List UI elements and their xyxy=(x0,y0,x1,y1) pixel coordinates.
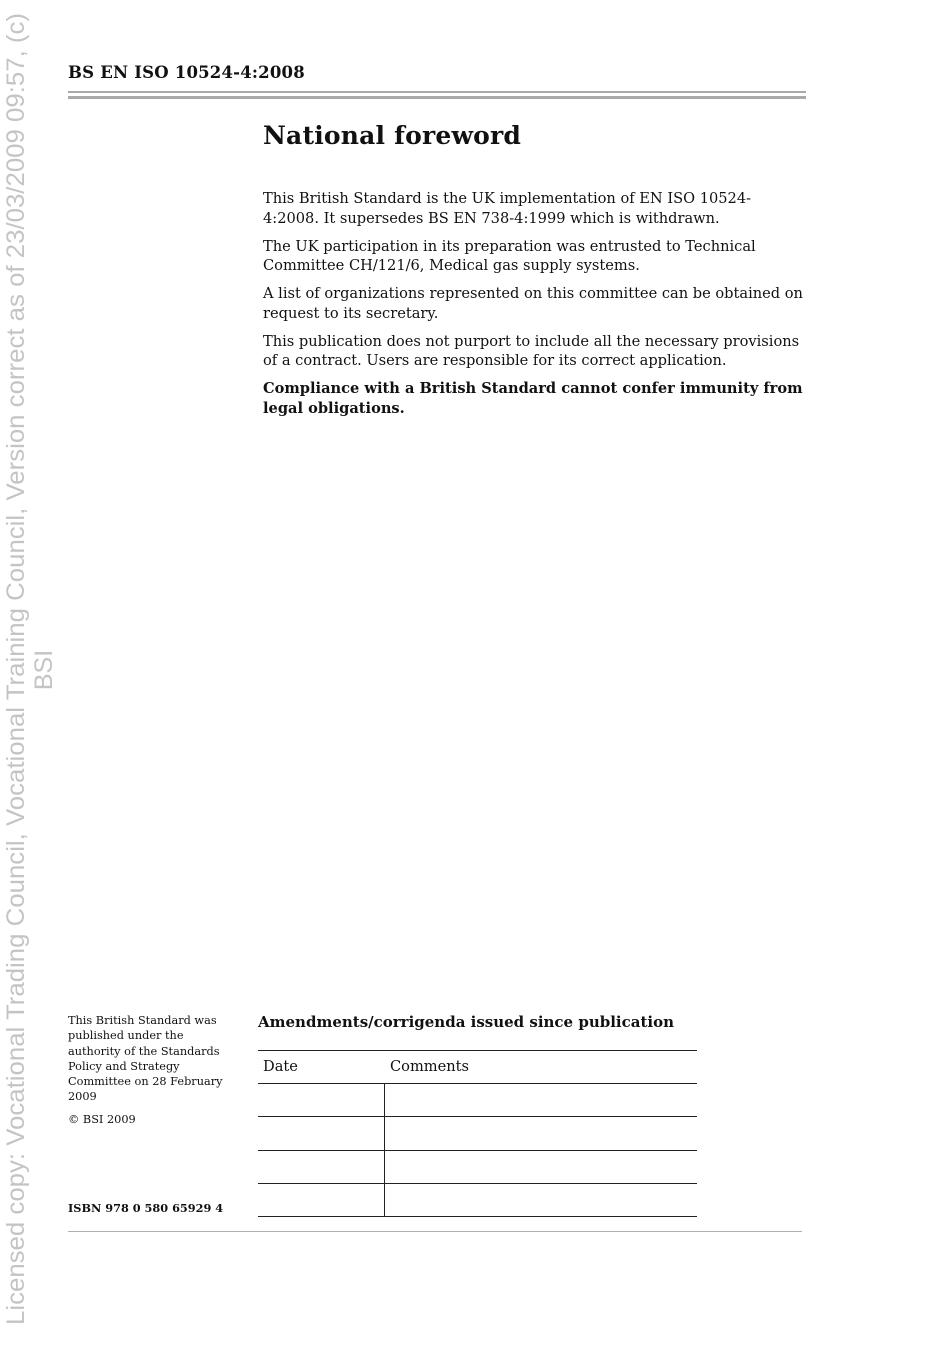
foreword-body xyxy=(263,189,803,427)
document-id: BS EN ISO 10524-4:2008 xyxy=(68,63,305,82)
page-title: National foreword xyxy=(263,121,522,150)
table-rule xyxy=(258,1083,697,1084)
table-row xyxy=(258,1216,697,1217)
table-row xyxy=(258,1116,697,1117)
watermark-line-2: BSI xyxy=(30,649,58,691)
paragraph-organizations: A list of organizations represented on this committee can be obtained on request to its secretary. xyxy=(263,285,803,322)
paragraph-provisions: This publication does not purport to include all the necessary provisions of a contract. Users are responsible for its correct application. xyxy=(263,332,800,369)
table-column-divider xyxy=(384,1083,385,1217)
paragraph-participation: The UK participation in its preparation was entrusted to Technical Committee CH/121/6, Medical gas supply systems. xyxy=(263,237,756,274)
table-row xyxy=(258,1150,697,1151)
compliance-statement: Compliance with a British Standard cannot confer immunity from legal obligations. xyxy=(263,380,803,417)
header-rule-thin xyxy=(68,91,806,93)
table-header-date: Date xyxy=(263,1058,298,1075)
license-watermark xyxy=(0,0,60,1345)
header-rule-thick xyxy=(68,96,806,99)
amendments-title: Amendments/corrigenda issued since publication xyxy=(258,1013,674,1031)
paragraph-implementation: This British Standard is the UK implementation of EN ISO 10524-4:2008. It supersedes BS EN 738-4:1999 which is withdrawn. xyxy=(263,190,752,227)
footer-rule xyxy=(68,1231,802,1232)
publication-note xyxy=(68,1013,233,1105)
table-rule xyxy=(258,1050,697,1051)
publication-note-text: This British Standard was published under the authority of the Standards Policy and Strategy Committee on 28 February 2009 xyxy=(68,1014,223,1104)
copyright-notice: © BSI 2009 xyxy=(68,1113,136,1126)
table-row xyxy=(258,1183,697,1184)
table-header-comments: Comments xyxy=(390,1058,470,1075)
isbn-number: ISBN 978 0 580 65929 4 xyxy=(68,1201,224,1215)
watermark-line-1: Licensed copy: Vocational Trading Council, Vocational Training Council, Version correct as of 23/03/2009 09:57, (c) xyxy=(2,53,30,1325)
